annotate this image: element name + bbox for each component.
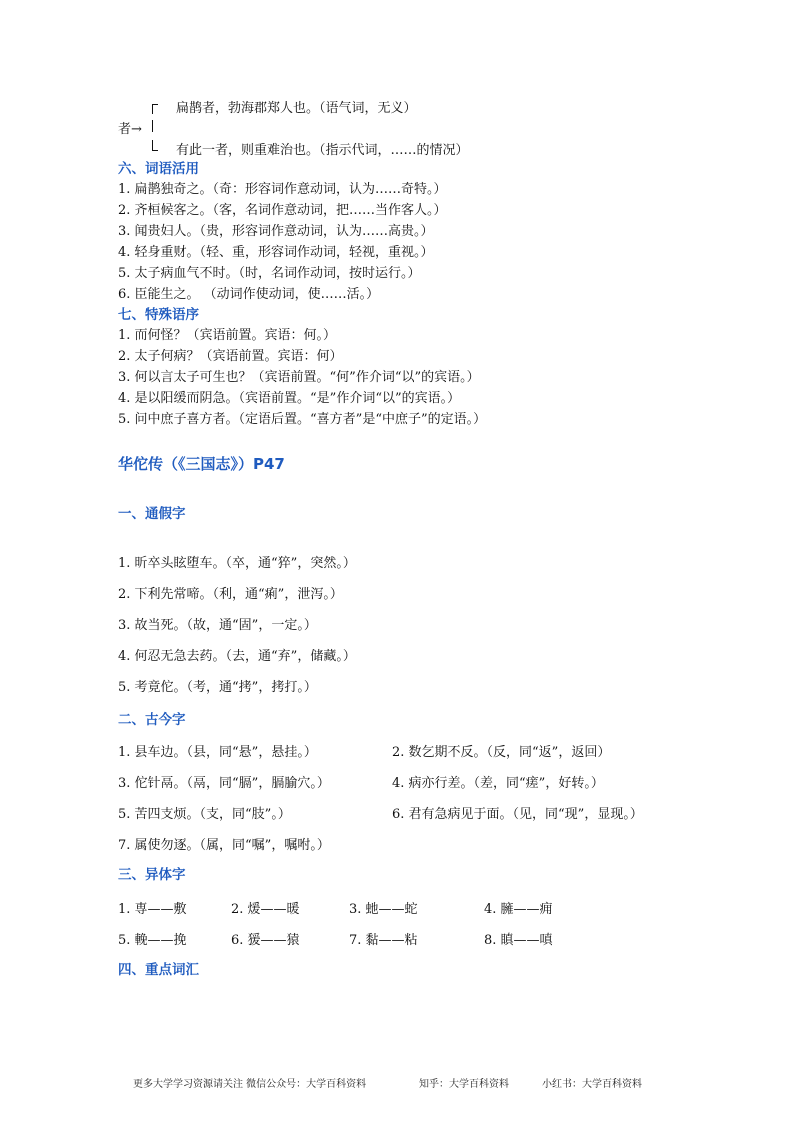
list-item: 5. 问中庶子喜方者。（定语后置。“喜方者”是“中庶子”的定语。）	[118, 412, 487, 427]
section-title-word-usage: 六、词语活用	[118, 161, 199, 177]
list-item: 3. 故当死。（故，通“固”，一定。）	[118, 618, 317, 633]
footer-wechat: 更多大学学习资源请关注 微信公众号：大学百科资料	[133, 1079, 367, 1090]
list-item: 3. 闻贵妇人。（贵，形容词作意动词，认为……高贵。）	[118, 224, 434, 239]
bracket-label: 者→	[118, 122, 142, 137]
list-item: 1. 扁鹊独奇之。（奇：形容词作意动词，认为……奇特。）	[118, 182, 447, 197]
list-item: 7. 属使勿逐。（属，同“嘱”，嘱咐。）	[118, 838, 330, 853]
list-item: 1. 昕卒头眩堕车。（卒，通“猝”，突然。）	[118, 556, 356, 571]
list-item: 5. 太子病血气不时。（时，名词作动词，按时运行。）	[118, 266, 421, 281]
list-item: 6. 臣能生之。 （动词作使动词，使……活。）	[118, 287, 380, 302]
list-item: 4. 是以阳缓而阴急。（宾语前置。“是”作介词“以”的宾语。）	[118, 391, 461, 406]
list-item: 3. 佗针鬲。（鬲，同“膈”，膈腧穴。）	[118, 776, 330, 791]
list-item: 4. 臃——痈	[484, 902, 553, 917]
section-title-tongjia: 一、通假字	[118, 506, 186, 522]
bracket-bottom	[152, 140, 158, 151]
bracket-mid	[152, 120, 158, 132]
section-title-vocab: 四、重点词汇	[118, 962, 199, 978]
list-item: 5. 考竟佗。（考，通“拷”，拷打。）	[118, 680, 317, 695]
list-item: 1. 县车边。（县，同“悬”，悬挂。）	[118, 745, 317, 760]
list-item: 2. 煖——暖	[231, 902, 300, 917]
section-title-yiti: 三、异体字	[118, 867, 186, 883]
section-title-word-order: 七、特殊语序	[118, 307, 199, 323]
list-item: 3. 何以言太子可生也？（宾语前置。“何”作介词“以”的宾语。）	[118, 370, 480, 385]
list-item: 6. 君有急病见于面。（见，同“现”，显现。）	[392, 807, 643, 822]
list-item: 8. 瞋——嗔	[484, 933, 553, 948]
list-item: 2. 齐桓候客之。（客，名词作意动词，把……当作客人。）	[118, 203, 447, 218]
list-item: 5. 輓——挽	[118, 933, 187, 948]
list-item: 6. 猨——猿	[231, 933, 300, 948]
section-title-gujin: 二、古今字	[118, 712, 186, 728]
list-item: 2. 数乞期不反。（反，同“返”，返回）	[392, 745, 611, 760]
list-item: 1. 専——敷	[118, 902, 187, 917]
footer-zhihu: 知乎：大学百科资料	[419, 1079, 509, 1090]
list-item: 1. 而何怪？（宾语前置。宾语：何。）	[118, 328, 337, 343]
article-title: 华佗传（《三国志》）P47	[118, 455, 285, 473]
footer-xiaohongshu: 小红书：大学百科资料	[542, 1079, 642, 1090]
list-item: 2. 太子何病？（宾语前置。宾语：何）	[118, 349, 343, 364]
list-item: 5. 苦四支烦。（支，同“肢”。）	[118, 807, 291, 822]
list-item: 2. 下利先常啼。（利，通“痢”，泄泻。）	[118, 587, 343, 602]
bracket-item-1: 扁鹊者，勃海郡郑人也。（语气词，无义）	[176, 101, 417, 116]
bracket-item-2: 有此一者，则重难治也。（指示代词，……的情况）	[176, 143, 469, 158]
list-item: 7. 黏——粘	[349, 933, 418, 948]
list-item: 4. 病亦行差。（差，同“瘥”，好转。）	[392, 776, 604, 791]
bracket-top	[152, 104, 158, 114]
list-item: 3. 虵——蛇	[349, 902, 418, 917]
list-item: 4. 轻身重财。（轻、重，形容词作动词，轻视，重视。）	[118, 245, 434, 260]
list-item: 4. 何忍无急去药。（去，通“弃”，储藏。）	[118, 649, 356, 664]
